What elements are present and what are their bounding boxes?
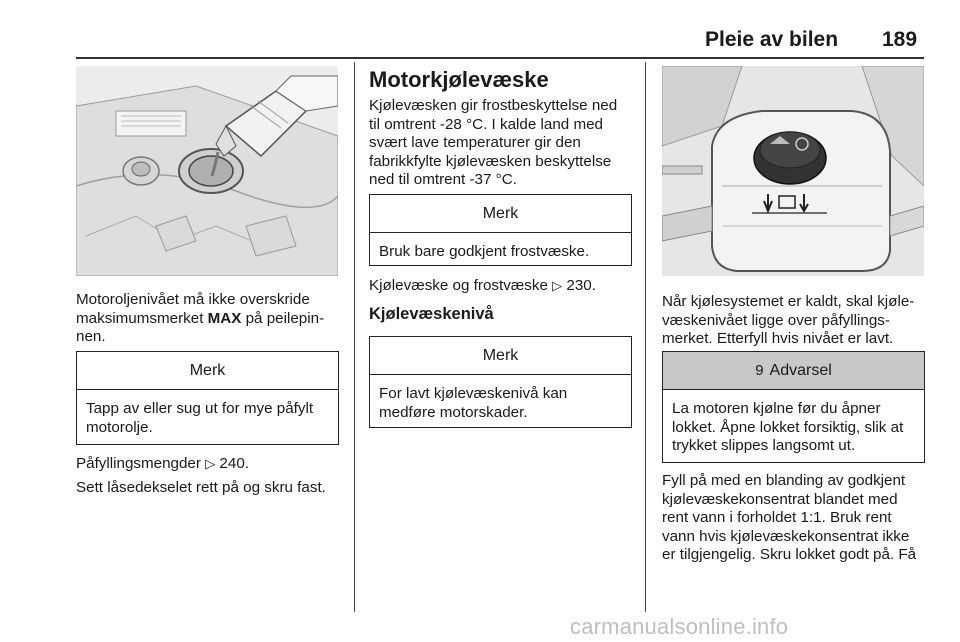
note-body: Bruk bare godkjent frostvæske. bbox=[379, 243, 590, 260]
note-box bbox=[76, 351, 339, 445]
warning-box bbox=[662, 351, 925, 463]
note-title: Merk bbox=[370, 337, 631, 375]
page-number: 189 bbox=[882, 28, 918, 51]
subsection-heading: Kjølevæskenivå bbox=[369, 305, 494, 323]
oil-filling-illustration bbox=[76, 66, 338, 276]
max-mark-label: MAX bbox=[207, 309, 242, 327]
coolant-level-caption: Når kjølesystemet er kaldt, skal kjøle- væskenivået ligge over påfyllings- merket. Etterfyll hvis nivået er lavt. bbox=[662, 293, 915, 347]
section-heading: Motorkjølevæske bbox=[369, 67, 549, 92]
page-header-title: Pleie av bilen bbox=[705, 28, 839, 51]
warning-triangle-icon: 9 bbox=[755, 362, 764, 379]
coolant-fill-instructions: Fyll på med en blanding av godkjent kjølevæskekonsentrat blandet med rent vann i forholdet 1:1. Bruk rent vann hvis kjølevæskekonsentrat ikke er tilgjengelig. Skru lokket godt på. Få bbox=[662, 472, 917, 563]
page-reference-link[interactable]: 230. bbox=[566, 277, 596, 294]
page-reference-link[interactable]: 240. bbox=[219, 455, 249, 472]
note-body: Tapp av eller sug ut for mye påfylt motorolje. bbox=[86, 400, 314, 436]
watermark: carmanualsonline.info bbox=[570, 614, 789, 639]
column-divider bbox=[354, 62, 355, 612]
note-title: Merk bbox=[370, 195, 631, 233]
cap-instruction: Sett låsedekselet rett på og skru fast. bbox=[76, 479, 326, 496]
coolant-reference: Kjølevæske og frostvæske ▷ 230. bbox=[369, 277, 596, 294]
note-body: For lavt kjølevæskenivå kan medføre motorskader. bbox=[379, 385, 568, 421]
column-divider bbox=[645, 62, 646, 612]
warning-header bbox=[663, 352, 924, 390]
refill-quantities-reference: Påfyllingsmengder ▷ 240. bbox=[76, 455, 249, 472]
header-rule bbox=[76, 57, 924, 59]
coolant-reservoir-illustration bbox=[662, 66, 924, 276]
warning-title: Advarsel bbox=[769, 361, 832, 379]
warning-body: La motoren kjølne før du åpner lokket. Åpne lokket forsiktig, slik at trykket slippes langsomt ut. bbox=[672, 400, 904, 454]
note-box bbox=[369, 336, 632, 428]
page-reference-arrow-icon: ▷ bbox=[552, 278, 563, 293]
note-title: Merk bbox=[77, 352, 338, 390]
oil-level-caption: Motoroljenivået må ikke overskride maksimumsmerket MAX på peilepin- nen. bbox=[76, 291, 325, 345]
page-reference-arrow-icon: ▷ bbox=[205, 456, 216, 471]
note-box bbox=[369, 194, 632, 266]
coolant-intro: Kjølevæsken gir frostbeskyttelse ned til omtrent -28 °C. I kalde land med svært lave temperaturer gir den fabrikkfylte kjølevæsken beskyttelse ned til omtrent -37 °C. bbox=[369, 97, 618, 188]
